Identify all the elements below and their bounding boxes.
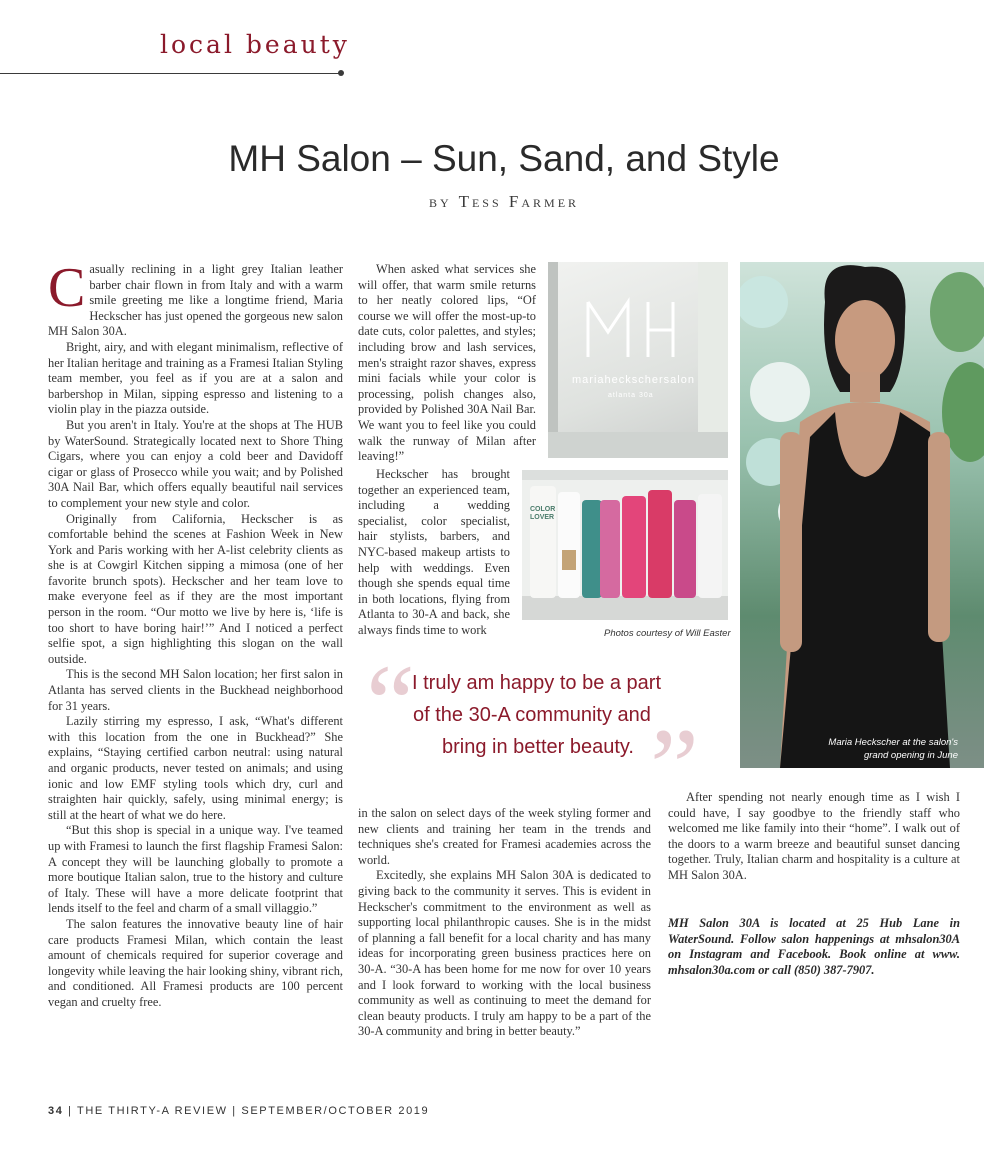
page-number: 34 [48, 1105, 64, 1117]
pull-quote-line-2: of the 30-A community and [413, 704, 651, 726]
column-2-top-continued [358, 467, 510, 639]
paragraph: Excitedly, she explains MH Salon 30A is dedicated to giving back to the community it serves. This is evident in Heckscher's commitment to the environment as well as supporting local philanthropic causes. She is in the midst of planning a fall benefit for a local charity and has many ideas for incorporating green business practices here on 30-A. “30-A has been home for me now for over 10 years and I look forward to working with the local business community as well as continuing to meet the demand for clean beauty products. I truly am happy to be a part of the 30-A community and bring in better beauty.” [358, 868, 651, 1039]
header-rule-dot [338, 70, 344, 76]
storefront-sign-subtext: atlanta 30a [608, 392, 654, 399]
section-label: local beauty [160, 30, 350, 59]
portrait-caption-line-2: grand opening in June [863, 750, 958, 761]
paragraph: Lazily stirring my espresso, I ask, “What's different with this location from the one in Buckhead?” She explains, “Staying certified carbon neutral: using natural and organic products, never tested on animals; and using ionic and low EMF styling tools which dry, curl and straighten hair quickly, safely, using minimal energy; is still at the heart of what we do here. [48, 714, 343, 822]
close-quote-mark: ” [650, 706, 699, 828]
portrait-caption-line-1: Maria Heckscher at the salon's [828, 737, 958, 748]
column-3 [668, 790, 960, 884]
product-label: COLOR LOVER [530, 506, 556, 521]
paragraph: “But this shop is special in a unique way. I've teamed up with Framesi to launch the first flagship Framesi Salon: A concept they will be launching globally to promote a more boutique Italian salon, true to the history and culture of Italy. These will have a more delicate footprint that lends itself to the feel and charm of a small villaggio.” [48, 823, 343, 916]
issue-date: SEPTEMBER/OCTOBER 2019 [241, 1105, 430, 1117]
header-rule [0, 73, 342, 74]
portrait-photo [740, 262, 984, 768]
column-2-top [358, 262, 536, 465]
pull-quote-line-1: I truly am happy to be a part [412, 672, 662, 694]
paragraph: in the salon on select days of the week styling former and new clients and training her team in the trends and techniques she's created for Framesi academies across the world. [358, 806, 651, 867]
photo-credit: Photos courtesy of Will Easter [604, 628, 731, 639]
paragraph: Originally from California, Heckscher is as comfortable behind the scenes at Fashion Week in New York and Paris working with her A-list celebrity clients as she is at Cowgirl Kitchen sipping a mimosa (one of her favorite brunch spots). Heckscher and her team love to make everyone feel as if they are the most important person in the room. “Our motto we live by here is, ‘life is too short to have boring hair!’” And I noticed a perfect selfie spot, a sign highlighting this slogan on the wall outside. [48, 511, 343, 666]
article-title: MH Salon – Sun, Sand, and Style [228, 138, 780, 179]
paragraph: The salon features the innovative beauty line of hair care products Framesi Milan, which contain the least amount of chemicals required for superior coverage and longevity while leaving the hair looking shiny, vibrant rich, and conditioned. All Framesi products are 100 percent vegan and cruelty free. [48, 916, 343, 1009]
publication-name: THE THIRTY-A REVIEW [77, 1105, 228, 1117]
paragraph: Heckscher has brought together an experienced team, including a wedding specialist, color specialist, hair stylists, barbers, and NYC-based makeup artists to help with weddings. Even though she spends equal time in both locations, flying from Atlanta to 30-A and back, she always finds time to work [358, 467, 510, 637]
paragraph: Bright, airy, and with elegant minimalism, reflective of her Italian heritage and training as a Framesi Italian Styling team member, you feel as if you are at a salon and barbershop in Milan, sipping espresso and listening to a violin play in the piazza outside. [48, 339, 343, 417]
page-footer: 34 | THE THIRTY-A REVIEW | SEPTEMBER/OCTOBER 2019 [48, 1105, 430, 1117]
column-2-bottom [358, 806, 651, 1040]
paragraph: This is the second MH Salon location; her first salon in Atlanta has served clients in the Buckhead neighborhood for 31 years. [48, 667, 343, 713]
paragraph: But you aren't in Italy. You're at the shops at The HUB by WaterSound. Strategically located next to Shore Thing Cigars, where you can enjoy a cold beer and Davidoff cigar or glass of Prosecco while you wait; and by Polished 30A Nail Bar, which offers equally beautiful nail services to complement your new style and color. [48, 417, 343, 510]
products-photo [522, 470, 728, 620]
paragraph: When asked what services she will offer, that warm smile returns to her neatly colored lips, “Of course we will offer the most-up-to date cuts, color palettes, and styles; including brow and lash services, men's straight razor shaves, express mini facials while your color is processing, polish changes also, provided by Polished 30A Nail Bar. We want you to feel like you could walk the runway of Milan after leaving!” [358, 262, 536, 464]
drop-cap: C [48, 257, 86, 319]
byline: by Tess Farmer [428, 192, 580, 211]
paragraph: After spending not nearly enough time as I wish I could have, I say goodbye to the friendly staff who welcomed me like family into their “home”. I walk out of the doors to a warm breeze and beautiful sunset dancing together. Truly, Italian charm and hospitality is a culture at MH Salon 30A. [668, 790, 960, 882]
storefront-sign-text: mariaheckschersalon [572, 374, 695, 386]
pull-quote-line-3: bring in better beauty. [442, 736, 634, 758]
salon-info: MH Salon 30A is located at 25 Hub Lane in WaterSound. Follow salon happenings at mhsalon30A on Instagram and Facebook. Book online at www. mhsalon30a.com or call (850) 387-7907. [668, 916, 960, 977]
column-1 [48, 257, 343, 1011]
storefront-photo [548, 262, 728, 458]
paragraph: Casually reclining in a light grey Italian leather barber chair flown in from Italy and with a warm smile greeting me like a longtime friend, Maria Heckscher has just opened the gorgeous new salon MH Salon 30A. [48, 257, 343, 339]
open-quote-mark: “ [366, 642, 415, 764]
